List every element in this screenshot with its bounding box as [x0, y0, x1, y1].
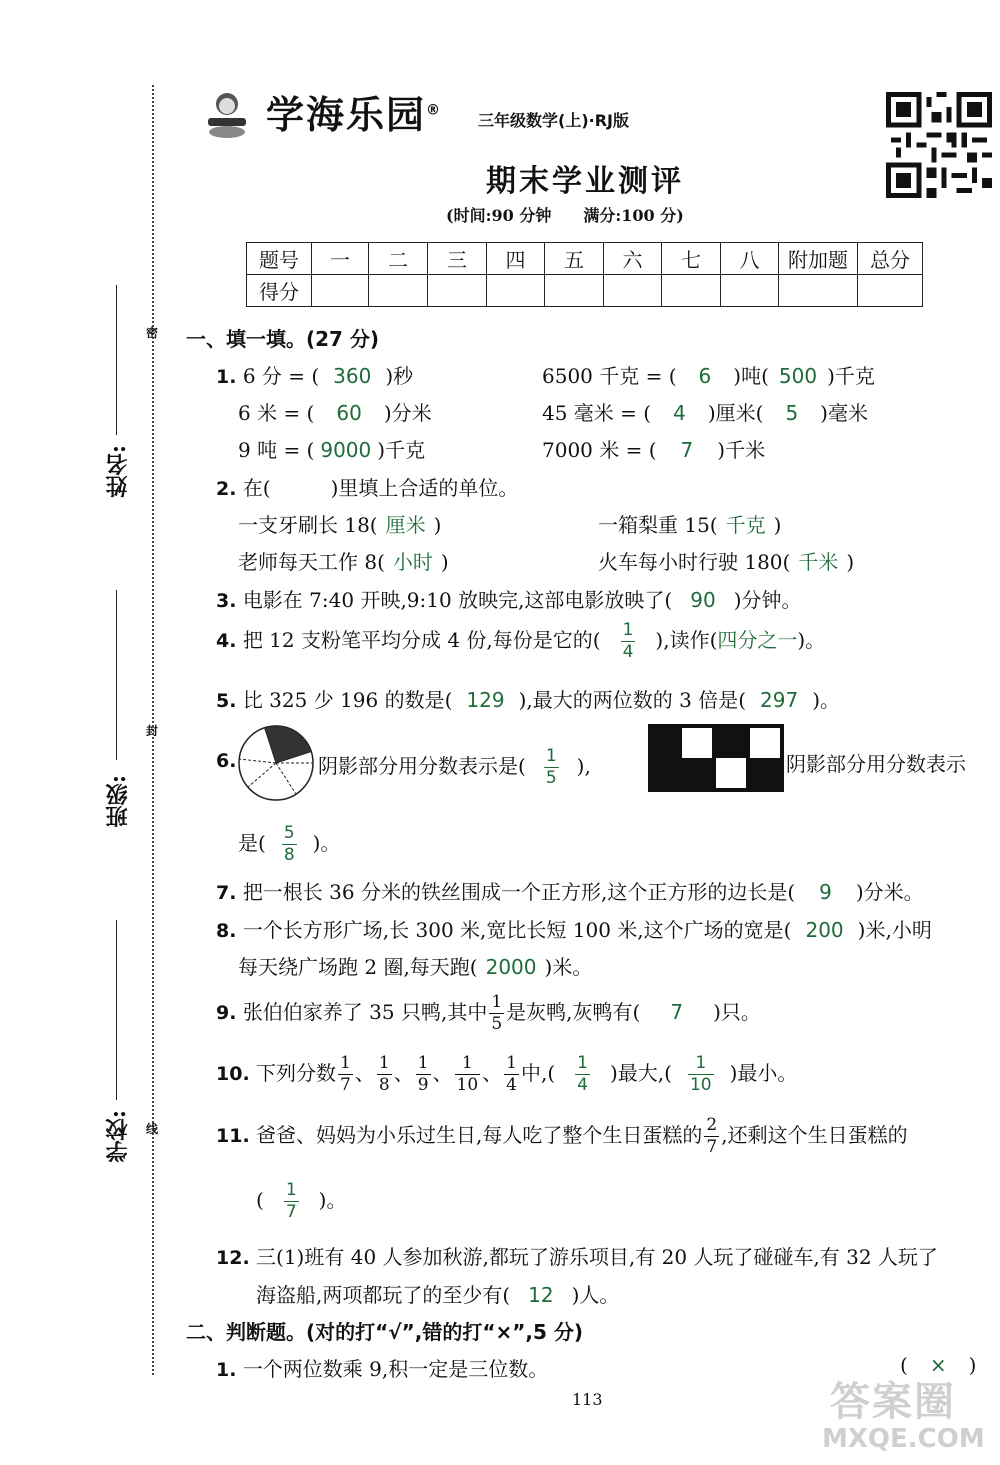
answer: 4 — [673, 401, 686, 425]
q-text: 火车每小时行驶 180( — [598, 550, 791, 574]
seal-xian: 线 — [146, 1122, 159, 1136]
score-cell: 四 — [487, 243, 545, 275]
q8-line1 — [216, 914, 932, 943]
answer: 90 — [690, 588, 716, 612]
q-text: )千克 — [377, 438, 426, 462]
q-text: 爸爸、妈妈为小乐过生日,每人吃了整个生日蛋糕的 — [256, 1123, 703, 1147]
q-text: 是( — [238, 831, 266, 855]
score-input[interactable] — [662, 275, 721, 307]
q-text: 6 分 = ( — [242, 364, 320, 388]
q-num: 3. — [216, 590, 237, 612]
q-text: )分米。 — [855, 880, 924, 904]
q-text: )只。 — [713, 1000, 761, 1024]
score-cell: 得分 — [247, 275, 312, 307]
q11-line2 — [256, 1182, 346, 1221]
score-input[interactable] — [721, 275, 779, 307]
answer: × — [929, 1353, 947, 1377]
q-text: )人。 — [571, 1283, 620, 1307]
q-text: )最小。 — [729, 1061, 798, 1085]
score-table-score-row — [247, 275, 923, 307]
answer-fraction: $\frac{1}{7}$ — [285, 1180, 297, 1222]
q-text: )。 — [812, 688, 840, 712]
fraction: $\frac{1}{5}$ — [491, 992, 503, 1034]
q-text: 老师每天工作 8( — [238, 550, 385, 574]
score-input[interactable] — [428, 275, 487, 307]
brand-logo: 学海乐园® — [266, 93, 443, 137]
answer: 9000 — [320, 438, 372, 462]
q-text: 比 325 少 196 的数是( — [242, 688, 453, 712]
seal-mi: 密 — [146, 326, 159, 340]
score-table-header-row — [247, 243, 923, 275]
answer-fraction: $\frac{1}{10}$ — [689, 1053, 712, 1095]
score-input[interactable] — [545, 275, 604, 307]
section2-heading: 二、判断题。(对的打“√”,错的打“×”,5 分) — [186, 1320, 584, 1344]
class-line[interactable] — [116, 590, 117, 760]
q-text: ) — [968, 1353, 977, 1377]
q9 — [216, 994, 761, 1033]
separator: 、 — [482, 1061, 503, 1085]
q-text: )吨( — [733, 364, 769, 388]
score-input[interactable] — [487, 275, 545, 307]
q-text: )。 — [797, 628, 826, 652]
q-text: 45 毫米 = ( — [542, 401, 652, 425]
q-text: 把 12 支粉笔平均分成 4 份,每份是它的( — [242, 628, 601, 652]
fraction: $\frac{1}{10}$ — [456, 1053, 479, 1095]
q6-line1 — [216, 748, 236, 772]
q2-row1b — [598, 509, 781, 538]
q1-row3 — [238, 434, 425, 463]
s2-q1 — [216, 1353, 548, 1382]
q-text: 在( )里填上合适的单位。 — [242, 476, 519, 500]
q-text: 阴影部分用分数表示是( — [318, 754, 526, 778]
q-text: 是灰鸭,灰鸭有( — [506, 1000, 641, 1024]
score-cell: 六 — [604, 243, 662, 275]
q-text: 6 米 = ( — [238, 401, 315, 425]
answer-fraction: $\frac{1}{4}$ — [577, 1053, 588, 1095]
fraction: $\frac{1}{4}$ — [506, 1053, 517, 1095]
fraction: $\frac{1}{7}$ — [340, 1053, 351, 1095]
fraction: $\frac{1}{9}$ — [417, 1053, 429, 1095]
exam-info: (时间:90 分钟 满分:100 分) — [446, 206, 684, 225]
q-text: ) — [440, 550, 449, 574]
q-num: 7. — [216, 882, 237, 904]
separator: 、 — [432, 1061, 453, 1085]
school-label: 学校: — [105, 1110, 131, 1163]
answer: 12 — [528, 1283, 554, 1307]
q-text: 海盗船,两项都玩了的至少有( — [256, 1283, 511, 1307]
separator: 、 — [354, 1061, 375, 1085]
answer: 297 — [760, 688, 799, 712]
q-text: 三(1)班有 40 人参加秋游,都玩了游乐项目,有 20 人玩了碰碰车,有 32 人玩了 — [256, 1245, 938, 1269]
q1-row2 — [238, 397, 432, 426]
q-text: )。 — [312, 831, 341, 855]
score-cell: 五 — [545, 243, 604, 275]
q-text: 下列分数 — [256, 1061, 337, 1085]
q-text: 中,( — [520, 1061, 556, 1085]
answer: 7 — [670, 1000, 684, 1024]
answer: 千米 — [798, 550, 839, 574]
q-num: 1. — [216, 366, 237, 388]
q-text: )千米 — [717, 438, 766, 462]
q-text: ( — [900, 1353, 908, 1377]
name-label: 姓名: — [105, 445, 131, 498]
q-num: 5. — [216, 690, 237, 712]
q-text: )。 — [318, 1188, 347, 1212]
q-text: )厘米( — [707, 401, 764, 425]
q-text: ) — [846, 550, 855, 574]
q-text: ), — [576, 754, 591, 778]
q1-row2b — [542, 397, 868, 426]
watermark-url: MXQE.COM — [822, 1424, 985, 1454]
edition-label: 三年级数学(上)·RJ版 — [478, 111, 629, 130]
q12-line2 — [256, 1279, 619, 1308]
pie-figure — [236, 723, 316, 803]
q8-line2 — [238, 951, 592, 980]
q-text: )分米 — [383, 401, 432, 425]
q1-row3b — [542, 434, 765, 463]
q12-line1 — [216, 1241, 938, 1270]
q-text: 一箱梨重 15( — [598, 513, 718, 537]
q-num: 9. — [216, 1002, 237, 1024]
score-input[interactable] — [779, 275, 858, 307]
q2-row2b — [598, 546, 854, 575]
q-num: 12. — [216, 1247, 250, 1269]
q-num: 10. — [216, 1063, 250, 1085]
q1-row1 — [216, 360, 413, 389]
q-text: 电影在 7:40 开映,9:10 放映完,这部电影放映了( — [242, 588, 673, 612]
answer: 小时 — [392, 550, 433, 574]
q-num: 6. — [216, 750, 237, 772]
score-table — [246, 242, 923, 307]
answer: 7 — [680, 438, 694, 462]
q-text: 张伯伯家养了 35 只鸭,其中 — [242, 1000, 488, 1024]
answer-fraction: $\frac{1}{5}$ — [545, 746, 557, 788]
q-text: ,还剩这个生日蛋糕的 — [721, 1123, 908, 1147]
q-text: )秒 — [385, 364, 414, 388]
score-input[interactable] — [312, 275, 369, 307]
section1-heading: 一、填一填。(27 分) — [186, 327, 380, 351]
q-text: ) — [773, 513, 782, 537]
q-text: )米,小明 — [857, 918, 932, 942]
q-num: 11. — [216, 1125, 250, 1147]
q7 — [216, 876, 924, 905]
q6-text — [318, 748, 591, 787]
separator: 、 — [393, 1061, 414, 1085]
answer: 360 — [333, 364, 372, 388]
q-num: 8. — [216, 920, 237, 942]
q-text: )分钟。 — [733, 588, 802, 612]
q-text: 一支牙刷长 18( — [238, 513, 378, 537]
score-cell: 一 — [312, 243, 369, 275]
q3 — [216, 584, 802, 613]
answer: 60 — [336, 401, 362, 425]
q-text: ( — [256, 1188, 264, 1212]
q-num: 1. — [216, 1359, 237, 1381]
q2-row1 — [238, 509, 441, 538]
q-text: 9 吨 = ( — [238, 438, 315, 462]
grid-figure — [648, 724, 784, 792]
fraction: $\frac{2}{7}$ — [706, 1115, 718, 1157]
answer-fraction: $\frac{1}{4}$ — [622, 620, 634, 662]
score-cell: 总分 — [858, 243, 923, 275]
q1-row1b — [542, 360, 875, 389]
q-text: )米。 — [544, 955, 593, 979]
answer: 129 — [466, 688, 505, 712]
answer: 9 — [819, 880, 832, 904]
q6-line2 — [238, 825, 340, 864]
answer: 厘米 — [385, 513, 426, 537]
q-text: )最大,( — [609, 1061, 672, 1085]
score-cell: 八 — [721, 243, 779, 275]
q11-line1 — [216, 1117, 908, 1156]
q-text: ),读作( — [655, 628, 718, 652]
watermark-logo: 答案圈 — [830, 1379, 956, 1425]
answer: 6 — [698, 364, 712, 388]
score-cell: 七 — [662, 243, 721, 275]
q-num: 2. — [216, 478, 237, 500]
answer: 2000 — [485, 955, 537, 979]
q-text: 6500 千克 = ( — [542, 364, 677, 388]
q2-row2 — [238, 546, 449, 575]
q-text: ),最大的两位数的 3 倍是( — [518, 688, 746, 712]
answer: 5 — [785, 401, 799, 425]
score-cell: 三 — [428, 243, 487, 275]
q6-text2: 阴影部分用分数表示 — [786, 752, 966, 776]
school-line[interactable] — [116, 920, 117, 1100]
q2-stem — [216, 472, 518, 501]
q-num: 4. — [216, 630, 237, 652]
q4 — [216, 622, 825, 661]
q-text: 每天绕广场跑 2 圈,每天跑( — [238, 955, 478, 979]
q-text: 7000 米 = ( — [542, 438, 657, 462]
page-title: 期末学业测评 — [486, 164, 684, 199]
q-text: ) — [433, 513, 442, 537]
q-text: 把一根长 36 分米的铁丝围成一个正方形,这个正方形的边长是( — [242, 880, 796, 904]
q-text: )毫米 — [820, 401, 868, 425]
seal-feng: 封 — [146, 724, 159, 738]
answer: 200 — [805, 918, 844, 942]
name-line[interactable] — [116, 285, 117, 435]
answer-fraction: $\frac{5}{8}$ — [283, 823, 295, 865]
class-label: 班级: — [105, 775, 131, 828]
q-text: 一个长方形广场,长 300 米,宽比长短 100 米,这个广场的宽是( — [242, 918, 792, 942]
score-cell: 附加题 — [779, 243, 858, 275]
mascot-logo — [200, 88, 254, 142]
answer: 千克 — [725, 513, 766, 537]
fraction: $\frac{1}{8}$ — [378, 1053, 390, 1095]
answer: 四分之一 — [717, 628, 798, 652]
answer: 500 — [778, 364, 818, 388]
score-input[interactable] — [858, 275, 923, 307]
q-text: )千克 — [827, 364, 875, 388]
page-number: 113 — [572, 1390, 603, 1409]
q10 — [216, 1055, 797, 1094]
score-cell: 二 — [369, 243, 428, 275]
score-cell: 题号 — [247, 243, 312, 275]
score-input[interactable] — [369, 275, 428, 307]
q-text: 一个两位数乘 9,积一定是三位数。 — [242, 1357, 549, 1381]
q5 — [216, 684, 840, 713]
score-input[interactable] — [604, 275, 662, 307]
